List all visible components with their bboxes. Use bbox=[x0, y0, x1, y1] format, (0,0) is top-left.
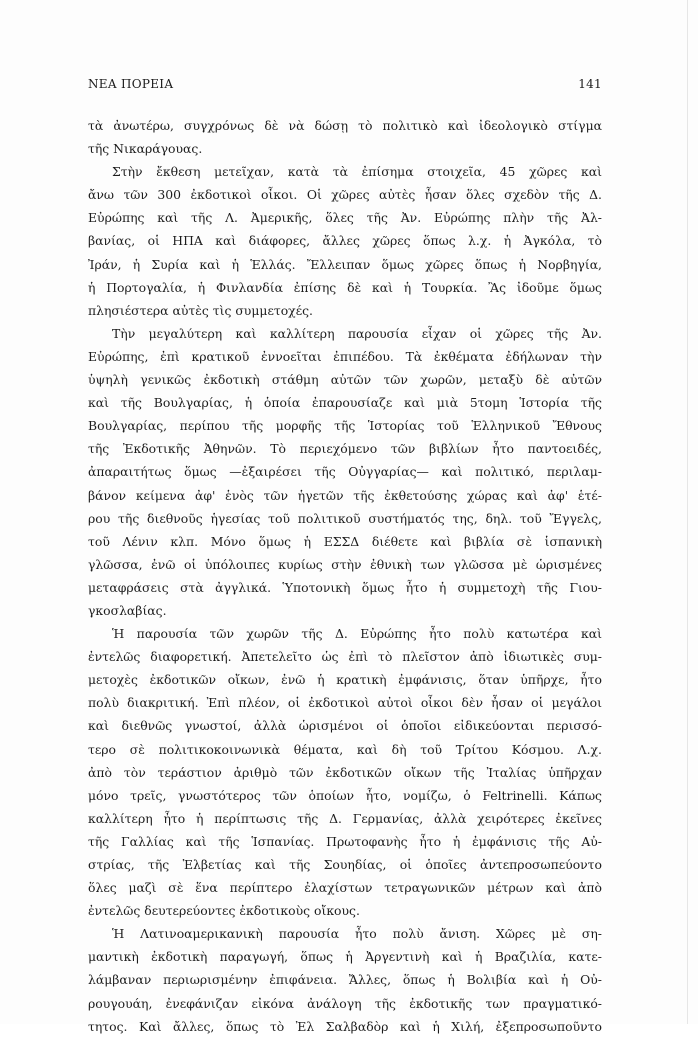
text-line: γκοσλαβίας. bbox=[88, 602, 167, 618]
text-line: γλῶσσα, ἐνῶ οἱ ὑπόλοιπες κυρίως στὴν ἐθνικὴ των γλῶσσα μὲ ὡρισμένες bbox=[88, 556, 602, 572]
text-line: ἐντελῶς δευτερεύοντες ἐκδοτικοὺς οἴκους. bbox=[88, 903, 360, 919]
text-line: Εὐρώπης, ἐπὶ κρατικοῦ ἐννοεῖται ἐπιπέδου. Τὰ ἐκθέματα ἐδήλωναν τὴν bbox=[88, 348, 602, 364]
text-line: ρουγουάη, ἐνεφάνιζαν εἰκόνα ἀνάλογη τῆς ἐκδοτικῆς των πραγματικό- bbox=[88, 995, 602, 1011]
body-text bbox=[88, 114, 602, 1038]
text-line: μόνο τρεῖς, γνωστότερος τῶν ὁποίων ἦτο, νομίζω, ὁ Feltrinelli. Κάπως bbox=[88, 787, 602, 803]
text-line: μαντικὴ ἐκδοτικὴ παραγωγή, ὅπως ἡ Ἀργεντινὴ καὶ ἡ Βραζιλία, κατε- bbox=[88, 949, 602, 965]
text-line: βάνον κείμενα ἀφ' ἑνὸς τῶν ἡγετῶν τῆς ἐκθετούσης χώρας καὶ ἀφ' ἑτέ- bbox=[88, 487, 602, 503]
text-line: καὶ διεθνῶς γνωστοί, ἀλλὰ ὡρισμένοι οἱ ὁποῖοι εἰδικεύονται περισσό- bbox=[88, 718, 602, 734]
text-line: Ἡ παρουσία τῶν χωρῶν τῆς Δ. Εὐρώπης ἦτο πολὺ κατωτέρα καὶ bbox=[112, 626, 602, 642]
running-title: ΝΕΑ ΠΟΡΕΙΑ bbox=[88, 77, 174, 91]
text-line: Εὐρώπης καὶ τῆς Λ. Ἀμερικῆς, ὅλες τῆς Ἀν. Εὐρώπης πλὴν τῆς Ἀλ- bbox=[88, 210, 602, 226]
text-line: ἀπὸ τὸν τεράστιον ἀριθμὸ τῶν ἐκδοτικῶν οἴκων τῆς Ἰταλίας ὑπῆρχαν bbox=[88, 764, 602, 780]
text-line: τῆς Γαλλίας καὶ τῆς Ἱσπανίας. Πρωτοφανὴς ἦτο ἡ ἐμφάνισις τῆς Αὐ- bbox=[88, 833, 602, 849]
text-line: τοῦ Λένιν κλπ. Μόνο ὅμως ἡ ΕΣΣΔ διέθετε καὶ βιβλία σὲ ἱσπανικὴ bbox=[88, 533, 602, 549]
running-header bbox=[88, 77, 602, 95]
text-line: ὅλες μαζὶ σὲ ἕνα περίπτερο ἐλαχίστων τετραγωνικῶν μέτρων καὶ ἀπὸ bbox=[88, 880, 602, 896]
text-line: τῆς Ἐκδοτικῆς Ἀθηνῶν. Τὸ περιεχόμενο τῶν βιβλίων ἦτο παντοειδές, bbox=[88, 441, 602, 457]
text-line: μεταφράσεις στὰ ἀγγλικά. Ὑποτονικὴ ὅμως ἦτο ἡ συμμετοχὴ τῆς Γιου- bbox=[88, 579, 602, 595]
page-number: 141 bbox=[578, 77, 602, 91]
text-line: Βουλγαρίας, περίπου τῆς μορφῆς τῆς Ἱστορίας τοῦ Ἑλληνικοῦ Ἔθνους bbox=[88, 418, 602, 434]
text-line: τὰ ἀνωτέρω, συγχρόνως δὲ νὰ δώσῃ τὸ πολιτικὸ καὶ ἰδεολογικὸ στίγμα bbox=[88, 118, 602, 133]
text-line: ρου τῆς διεθνοῦς ἡγεσίας τοῦ πολιτικοῦ συστήματός της, δηλ. τοῦ Ἔγγελς, bbox=[88, 510, 602, 526]
text-line: λάμβαναν περιωρισμένην ἐπιφάνεια. Ἄλλες, ὅπως ἡ Βολιβία καὶ ἡ Οὐ- bbox=[88, 972, 602, 988]
text-line: Στὴν ἔκθεση μετεῖχαν, κατὰ τὰ ἐπίσημα στοιχεῖα, 45 χῶρες καὶ bbox=[112, 164, 602, 180]
text-line: ἡ Πορτογαλία, ἡ Φινλανδία ἐπίσης δὲ καὶ ἡ Τουρκία. Ἂς ἰδοῦμε ὅμως bbox=[88, 279, 602, 295]
text-line: πολὺ διακριτική. Ἐπὶ πλέον, οἱ ἐκδοτικοὶ αὐτοὶ οἶκοι δὲν ἦσαν οἱ μεγάλοι bbox=[88, 695, 602, 711]
text-line: τητος. Καὶ ἄλλες, ὅπως τὸ Ἐλ Σαλβαδὸρ καὶ ἡ Χιλή, ἐξεπροσωποῦντο bbox=[88, 1018, 602, 1034]
text-line: τῆς Νικαράγουας. bbox=[88, 141, 203, 157]
text-line: Ἰράν, ἡ Συρία καὶ ἡ Ἑλλάς. Ἔλλειπαν ὅμως χῶρες ὅπως ἡ Νορβηγία, bbox=[88, 256, 602, 272]
text-line: Ἡ Λατινοαμερικανικὴ παρουσία ἦτο πολὺ ἄνιση. Χῶρες μὲ ση- bbox=[112, 926, 602, 942]
text-line: στρίας, τῆς Ἑλβετίας καὶ τῆς Σουηδίας, οἱ ὁποῖες ἀντεπροσωπεύοντο bbox=[88, 857, 602, 872]
text-line: τερο σὲ πολιτικοκοινωνικὰ θέματα, καὶ δὴ τοῦ Τρίτου Κόσμου. Λ.χ. bbox=[88, 741, 602, 757]
text-line: καλλίτερη ἦτο ἡ περίπτωσις τῆς Δ. Γερμανίας, ἀλλὰ χειρότερες ἐκεῖνες bbox=[88, 810, 602, 826]
scan-edge-line bbox=[687, 0, 688, 1024]
text-line: ἐντελῶς διαφορετική. Ἀπετελεῖτο ὡς ἐπὶ τὸ πλεῖστον ἀπὸ ἰδιωτικὲς συμ- bbox=[88, 649, 602, 665]
text-line: ἀπαραιτήτως ὅμως —ἐξαιρέσει τῆς Οὐγγαρίας— καὶ πολιτικό, περιλαμ- bbox=[88, 464, 602, 480]
text-line: ὑψηλὴ γενικῶς ἐκδοτικὴ στάθμη αὐτῶν τῶν χωρῶν, μεταξὺ δὲ αὐτῶν bbox=[88, 372, 602, 388]
text-line: Τὴν μεγαλύτερη καὶ καλλίτερη παρουσία εἶχαν οἱ χῶρες τῆς Ἀν. bbox=[112, 325, 602, 341]
text-line: μετοχὲς ἐκδοτικῶν οἴκων, ἐνῶ ἡ κρατικὴ ἐμφάνισις, ὅταν ὑπῆρχε, ἦτο bbox=[88, 672, 602, 688]
text-line: βανίας, οἱ ΗΠΑ καὶ διάφορες, ἄλλες χῶρες ὅπως λ.χ. ἡ Ἀγκόλα, τὸ bbox=[88, 233, 602, 249]
text-line: ἄνω τῶν 300 ἐκδοτικοὶ οἶκοι. Οἱ χῶρες αὐτὲς ἦσαν ὅλες σχεδὸν τῆς Δ. bbox=[88, 187, 602, 203]
text-line: καὶ τῆς Βουλγαρίας, ἡ ὁποία ἐπαρουσίαζε καὶ μιὰ 5τομη Ἱστορία τῆς bbox=[88, 395, 602, 411]
text-line: πλησιέστερα αὐτὲς τὶς συμμετοχές. bbox=[88, 302, 313, 318]
